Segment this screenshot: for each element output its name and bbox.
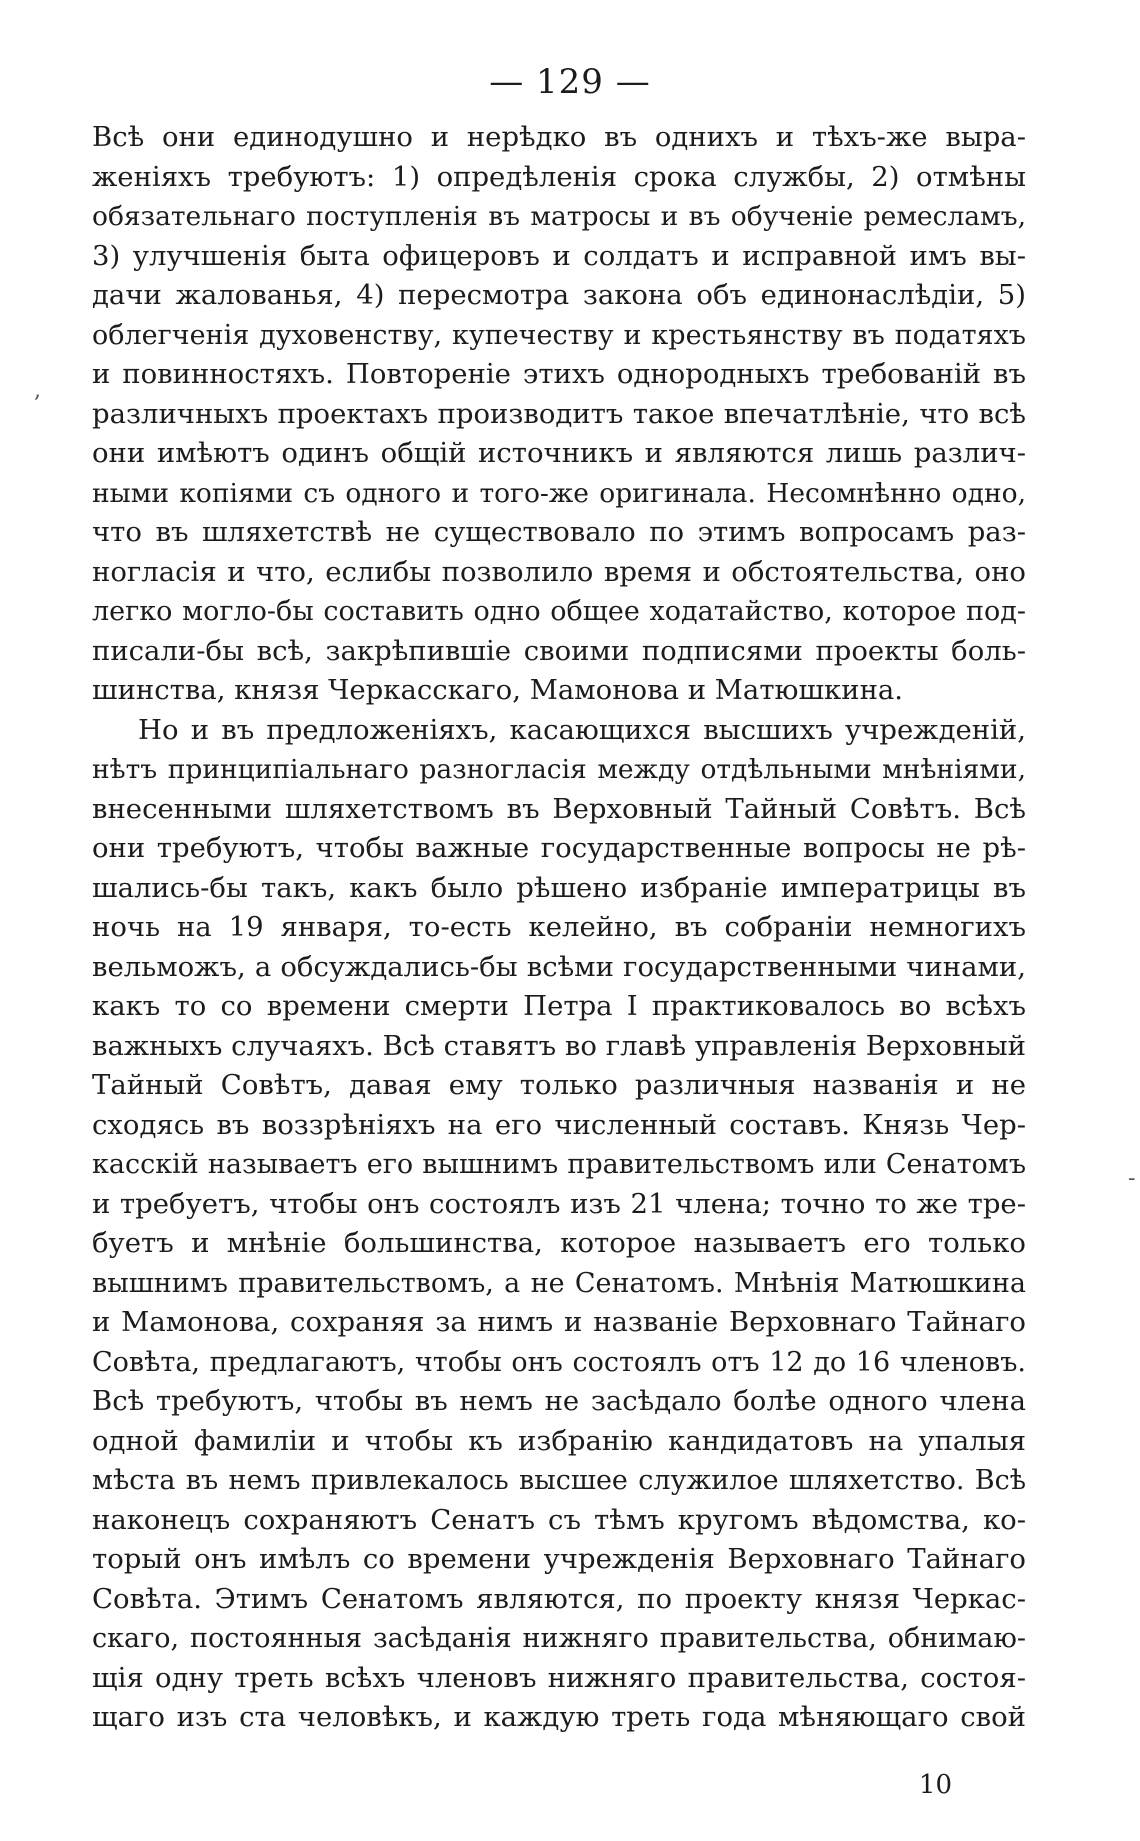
text-line: Совѣта. Этимъ Сенатомъ являются, по проекту князя Черкас- [92, 1582, 1026, 1615]
text-line: Всѣ они единодушно и нерѣдко въ однихъ и тѣхъ-же выра- [92, 121, 1026, 153]
text-line: ными копіями съ одного и того-же оригинала. Несомнѣнно одно, [92, 477, 1026, 509]
margin-mark-right: - [1128, 1166, 1136, 1191]
text-line: торый онъ имѣлъ со времени учрежденія Верховнаго Тайнаго [92, 1543, 1026, 1575]
text-line: дачи жалованья, 4) пересмотра закона объ единонаслѣдіи, 5) [92, 279, 1026, 311]
text-line: касскій называетъ его вышнимъ правительствомъ или Сенатомъ [92, 1149, 1026, 1180]
text-line: писали-бы всѣ, закрѣпившіе своими подписями проекты боль- [92, 634, 1026, 667]
margin-mark-left: , [34, 378, 41, 403]
page-number: — 129 — [489, 62, 651, 102]
text-line: наконецъ сохраняютъ Сенатъ съ тѣмъ кругомъ вѣдомства, ко- [92, 1503, 1026, 1536]
text-line: нѣтъ принципіальнаго разногласія между отдѣльными мнѣніями, [92, 754, 1026, 785]
text-line: шались-бы такъ, какъ было рѣшено избраніе императрицы въ [92, 871, 1026, 904]
text-line: шинства, князя Черкасскаго, Мамонова и Матюшкина. [92, 674, 904, 706]
text-line: ночь на 19 января, то-есть келейно, въ собраніи немногихъ [92, 911, 1026, 943]
text-line: одной фамиліи и чтобы къ избранію кандидатовъ на упалыя [92, 1424, 1026, 1457]
signature-mark: 10 [918, 1770, 952, 1800]
text-line: скаго, постоянныя засѣданія нижняго правительства, обнимаю- [92, 1623, 1026, 1654]
paragraph-1 [92, 118, 1026, 711]
body-text [92, 118, 1026, 1738]
text-line: важныхъ случаяхъ. Всѣ ставятъ во главѣ управленія Верховный [92, 1029, 1026, 1062]
text-line: внесенными шляхетствомъ въ Верховный Тайный Совѣтъ. Всѣ [92, 792, 1026, 825]
text-line: щаго изъ ста человѣкъ, и каждую треть года мѣняющаго свой [92, 1701, 1026, 1733]
text-line: они требуютъ, чтобы важные государственные вопросы не рѣ- [92, 832, 1026, 864]
text-line: что въ шляхетствѣ не существовало по этимъ вопросамъ раз- [92, 516, 1026, 548]
text-line: различныхъ проектахъ производитъ такое впечатлѣніе, что всѣ [92, 397, 1026, 430]
text-line: и повинностяхъ. Повтореніе этихъ однородныхъ требованій въ [92, 358, 1026, 390]
text-line: женіяхъ требуютъ: 1) опредѣленія срока службы, 2) отмѣны [92, 160, 1026, 193]
text-line: Совѣта, предлагаютъ, чтобы онъ состоялъ отъ 12 до 16 членовъ. [92, 1346, 1026, 1378]
text-line: легко могло-бы составить одно общее ходатайство, которое под- [92, 596, 1026, 627]
text-line: вышнимъ правительствомъ, а не Сенатомъ. Мнѣнія Матюшкина [92, 1267, 1026, 1299]
text-line: мѣста въ немъ привлекалось высшее служилое шляхетство. Всѣ [92, 1465, 1026, 1496]
text-line: обязательнаго поступленія въ матросы и въ обученіе ремесламъ, [92, 201, 1026, 232]
text-line: какъ то со времени смерти Петра I практиковалось во всѣхъ [92, 990, 1026, 1022]
text-line: щія одну треть всѣхъ членовъ нижняго правительства, состоя- [92, 1661, 1026, 1694]
text-line: ногласія и что, еслибы позволило время и обстоятельства, оно [92, 555, 1026, 588]
text-line: они имѣютъ одинъ общій источникъ и являются лишь различ- [92, 437, 1026, 469]
text-line: Всѣ требуютъ, чтобы въ немъ не засѣдало болѣе одного члена [92, 1385, 1026, 1417]
text-line: облегченія духовенству, купечеству и крестьянству въ податяхъ [92, 319, 1026, 351]
text-line: Тайный Совѣтъ, давая ему только различныя названія и не [92, 1069, 1026, 1101]
text-line: Но и въ предложеніяхъ, касающихся высшихъ учрежденій, [138, 713, 1026, 746]
text-line: 3) улучшенія быта офицеровъ и солдатъ и исправной имъ вы- [92, 239, 1026, 272]
text-line: сходясь въ воззрѣніяхъ на его численный составъ. Князь Чер- [92, 1108, 1026, 1141]
text-line: и Мамонова, сохраняя за нимъ и названіе Верховнаго Тайнаго [92, 1306, 1026, 1338]
text-line: вельможъ, а обсуждались-бы всѣми государственными чинами, [92, 950, 1026, 983]
text-line: буетъ и мнѣніе большинства, которое называетъ его только [92, 1227, 1026, 1259]
text-line: и требуетъ, чтобы онъ состоялъ изъ 21 члена; точно то же тре- [92, 1187, 1026, 1220]
paragraph-2 [92, 711, 1026, 1738]
